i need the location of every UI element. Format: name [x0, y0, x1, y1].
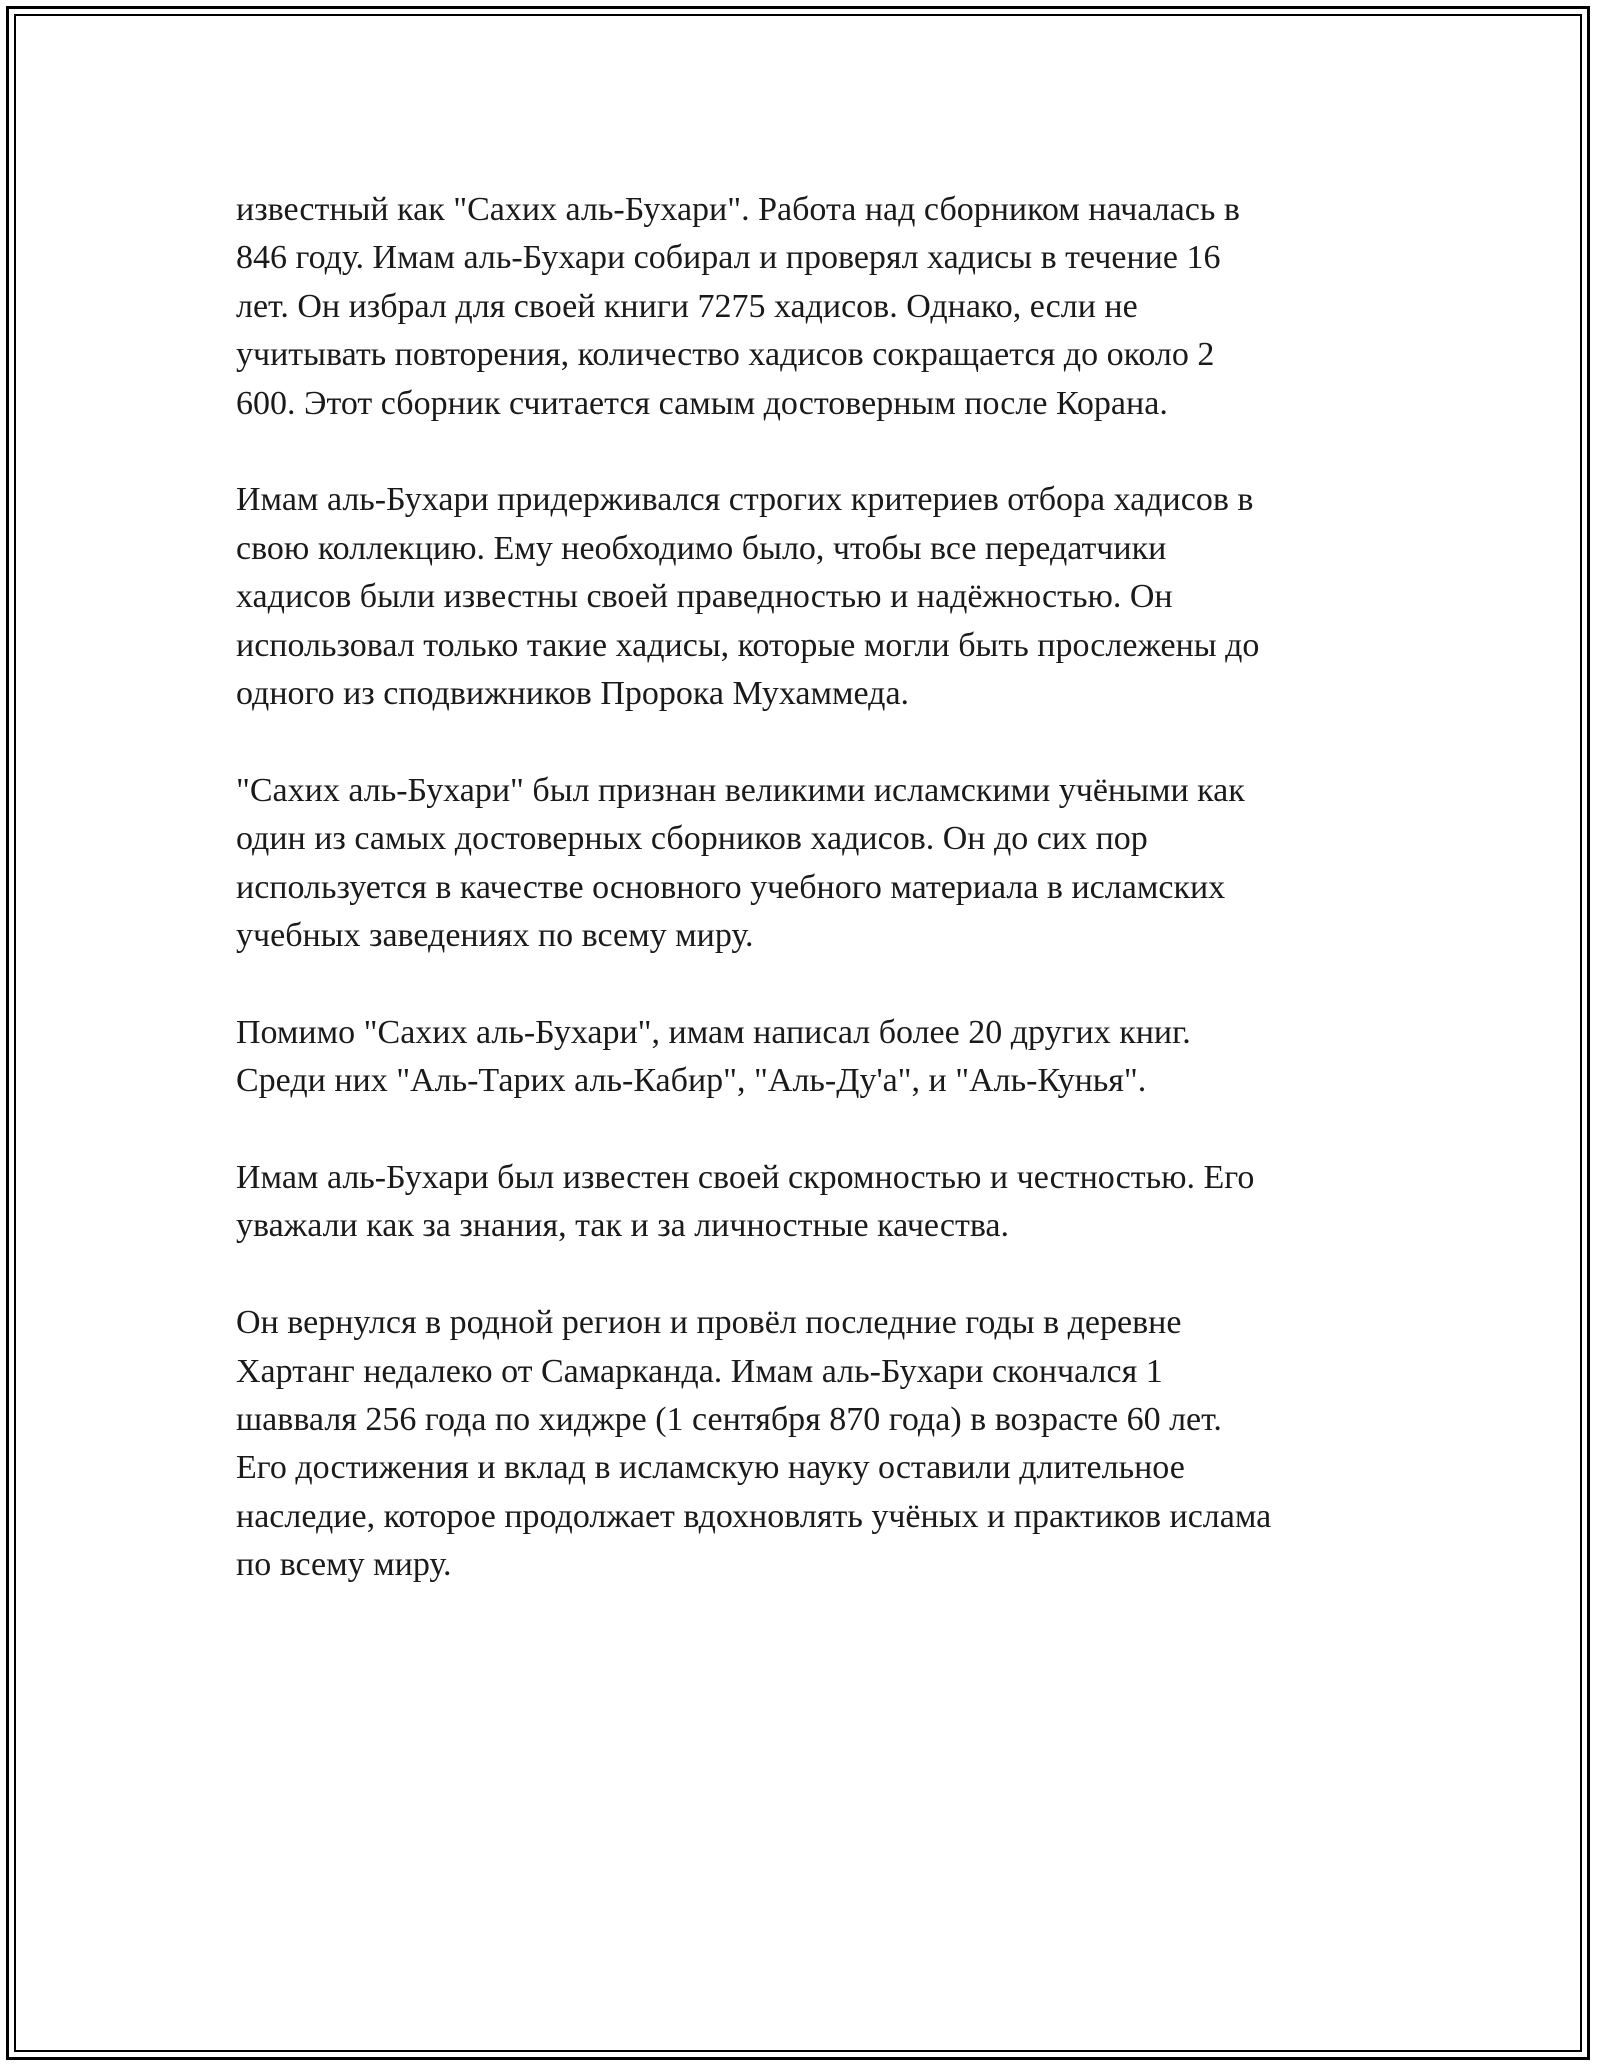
paragraph-line: один из самых достоверных сборников хадисов. Он до сих пор — [236, 820, 1148, 858]
paragraph-line: Имам аль-Бухари был известен своей скромностью и честностью. Его — [236, 1159, 1255, 1197]
paragraph-line: использовал только такие хадисы, которые могли быть прослежены до — [236, 626, 1260, 664]
paragraph-line: используется в качестве основного учебного материала в исламских — [236, 868, 1226, 906]
paragraph-line: 846 году. Имам аль-Бухари собирал и проверял хадисы в течение 16 — [236, 239, 1221, 277]
paragraph-2 — [236, 476, 1386, 718]
paragraph-1 — [236, 186, 1386, 428]
paragraph-line: Имам аль-Бухари придерживался строгих критериев отбора хадисов в — [236, 481, 1254, 519]
paragraph-3 — [236, 767, 1386, 961]
paragraph-line: Хартанг недалеко от Самарканда. Имам аль-Бухари скончался 1 — [236, 1352, 1163, 1390]
paragraph-line: Среди них "Аль-Тарих аль-Кабир", "Аль-Ду'а", и "Аль-Кунья". — [236, 1062, 1147, 1100]
paragraph-line: 600. Этот сборник считается самым достоверным после Корана. — [236, 384, 1168, 422]
paragraph-line: уважали как за знания, так и за личностные качества. — [236, 1207, 1010, 1245]
paragraph-6 — [236, 1299, 1386, 1589]
paragraph-line: Помимо "Сахих аль-Бухари", имам написал более 20 других книг. — [236, 1013, 1191, 1051]
paragraph-line: известный как "Сахих аль-Бухари". Работа над сборником началась в — [236, 191, 1240, 228]
paragraph-5 — [236, 1154, 1386, 1251]
document-body — [236, 186, 1386, 1590]
paragraph-line: учитывать повторения, количество хадисов сокращается до около 2 — [236, 336, 1215, 374]
paragraph-line: хадисов были известны своей праведностью и надёжностью. Он — [236, 578, 1173, 616]
paragraph-line: Его достижения и вклад в исламскую науку оставили длительное — [236, 1449, 1185, 1487]
paragraph-4 — [236, 1009, 1386, 1106]
paragraph-line: по всему миру. — [236, 1546, 452, 1584]
paragraph-line: лет. Он избрал для своей книги 7275 хадисов. Однако, если не — [236, 287, 1138, 325]
paragraph-line: наследие, которое продолжает вдохновлять учёных и практиков ислама — [236, 1497, 1272, 1535]
paragraph-line: шавваля 256 года по хиджре (1 сентября 870 года) в возрасте 60 лет. — [236, 1401, 1222, 1439]
paragraph-line: Он вернулся в родной регион и провёл последние годы в деревне — [236, 1304, 1182, 1342]
paragraph-line: "Сахих аль-Бухари" был признан великими исламскими учёными как — [236, 771, 1245, 809]
paragraph-line: свою коллекцию. Ему необходимо было, чтобы все передатчики — [236, 529, 1167, 567]
paragraph-line: одного из сподвижников Пророка Мухаммеда. — [236, 675, 910, 713]
paragraph-line: учебных заведениях по всему миру. — [236, 917, 754, 955]
